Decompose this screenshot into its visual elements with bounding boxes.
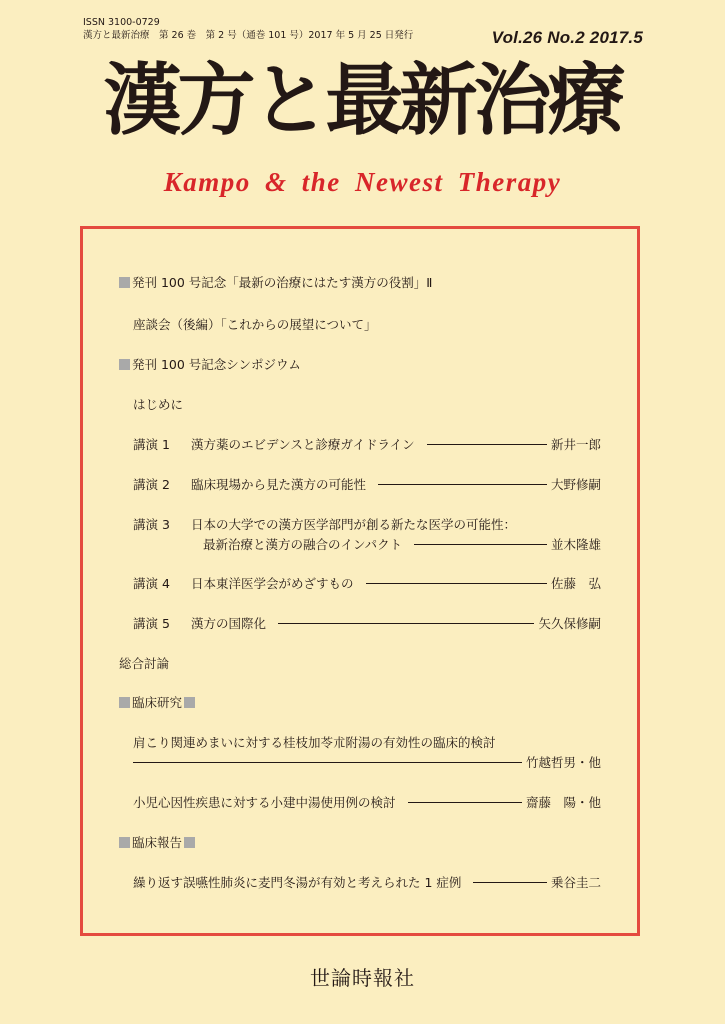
article-row: 繰り返す誤嚥性肺炎に麦門冬湯が有効と考えられた 1 症例 乗谷圭二 [133, 875, 601, 890]
gray-square-icon [184, 837, 195, 848]
leader-line [278, 623, 534, 624]
gray-square-icon [119, 697, 130, 708]
lecture-row: 講演 2 臨床現場から見た漢方の可能性 大野修嗣 [133, 477, 601, 492]
author: 佐藤 弘 [550, 576, 601, 591]
section-heading: 臨床研究 [119, 693, 601, 711]
list-item: はじめに [133, 397, 184, 412]
section-heading: 発刊 100 号記念「最新の治療にはたす漢方の役割」Ⅱ [119, 273, 601, 291]
journal-title: 漢方と最新治療 [103, 55, 622, 146]
article-row: 肩こり関連めまいに対する桂枝加苓朮附湯の有効性の臨床的検討 [133, 735, 496, 750]
gray-square-icon [119, 837, 130, 848]
leader-line [408, 802, 522, 803]
author: 新井一郎 [550, 437, 601, 452]
publisher: 世論時報社 [310, 966, 415, 990]
author: 矢久保修嗣 [538, 616, 601, 631]
issn-block [83, 16, 413, 42]
author: 大野修嗣 [550, 477, 601, 492]
issue-info: 漢方と最新治療 第 26 巻 第 2 号（通巻 101 号）2017 年 5 月 25 日発行 [83, 30, 414, 41]
table-of-contents [80, 226, 640, 936]
issn: ISSN 3100-0729 [83, 17, 160, 28]
leader-line [378, 484, 547, 485]
leader-line [414, 544, 547, 545]
lecture-row-continued: 最新治療と漢方の融合のインパクト 並木隆雄 [203, 537, 601, 552]
author: 並木隆雄 [550, 537, 601, 552]
leader-line [366, 583, 547, 584]
author: 竹越哲男・他 [525, 755, 601, 770]
article-row: 小児心因性疾患に対する小建中湯使用例の検討 齋藤 陽・他 [133, 795, 601, 810]
gray-square-icon [184, 697, 195, 708]
journal-subtitle: Kampo & the Newest Therapy [163, 167, 562, 197]
section-heading: 発刊 100 号記念シンポジウム [119, 355, 601, 373]
author: 齋藤 陽・他 [525, 795, 601, 810]
gray-square-icon [119, 359, 130, 370]
lecture-row: 講演 4 日本東洋医学会がめざすもの 佐藤 弘 [133, 576, 601, 591]
article-row-continued [133, 753, 601, 771]
leader-line [473, 882, 547, 883]
section-heading: 臨床報告 [119, 833, 601, 851]
list-item: 座談会（後編）「これからの展望について」 [133, 317, 377, 332]
author: 乗谷圭二 [550, 875, 601, 890]
lecture-row: 講演 3 日本の大学での漢方医学部門が創る新たな医学の可能性： [133, 517, 517, 532]
volume-label: Vol.26 No.2 2017.5 [491, 28, 643, 47]
leader-line [133, 762, 522, 763]
list-item: 総合討論 [119, 656, 170, 671]
lecture-row: 講演 5 漢方の国際化 矢久保修嗣 [133, 616, 601, 631]
gray-square-icon [119, 277, 130, 288]
lecture-row: 講演 1 漢方薬のエビデンスと診療ガイドライン 新井一郎 [133, 437, 601, 452]
leader-line [427, 444, 547, 445]
